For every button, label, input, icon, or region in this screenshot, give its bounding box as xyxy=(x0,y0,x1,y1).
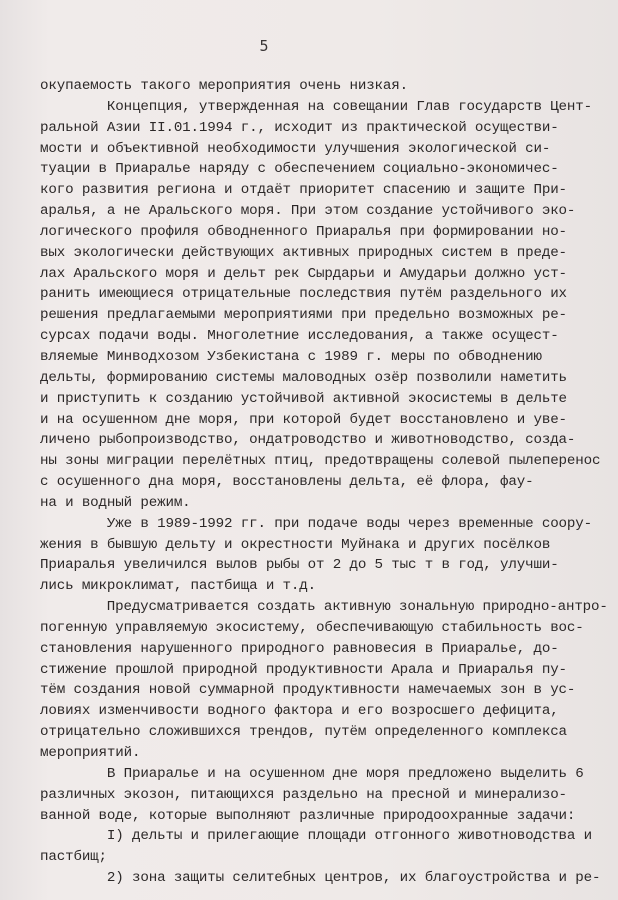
text-line: аралья, а не Аральского моря. При этом создание устойчивого эко- xyxy=(40,203,576,220)
text-line: различных экозон, питающихся раздельно на пресной и минерализо- xyxy=(40,786,567,803)
text-line: I) дельты и прилегающие площади отгонного животноводства и xyxy=(40,828,593,845)
text-line: отрицательно сложившихся трендов, путём определенного комплекса xyxy=(40,724,567,741)
text-line: погенную управляемую экосистему, обеспечивающую стабильность вос- xyxy=(40,619,584,636)
text-line: Концепция, утвержденная на совещании Глав государств Цент- xyxy=(40,98,593,115)
text-line: 2) зона защиты селитебных центров, их благоустройства и ре- xyxy=(40,870,601,887)
text-line: пастбищ; xyxy=(40,849,107,866)
text-line: ванной воде, которые выполняют различные природоохранные задачи: xyxy=(40,807,576,824)
text-line: и на осушенном дне моря, при которой будет восстановлено и уве- xyxy=(40,411,567,428)
text-line: ральной Азии II.01.1994 г., исходит из практической осуществи- xyxy=(40,119,559,136)
text-line: вых экологически действующих активных природных систем в преде- xyxy=(40,244,567,261)
text-line: лах Аральского моря и дельт рек Сырдарьи и Амударьи должно уст- xyxy=(40,265,567,282)
text-line: на и водный режим. xyxy=(40,494,191,511)
text-line: кого развития региона и отдаёт приоритет спасению и защите При- xyxy=(40,182,567,199)
text-line: Предусматривается создать активную зональную природно-антро- xyxy=(40,599,608,616)
text-line: окупаемость такого мероприятия очень низкая. xyxy=(40,78,409,94)
text-line: Приаралья увеличился вылов рыбы от 2 до 5 тыс т в год, улучши- xyxy=(40,557,559,574)
text-line: вляемые Минводхозом Узбекистана с 1989 г. меры по обводнению xyxy=(40,348,542,365)
text-line: логического профиля обводненного Приаралья при формировании но- xyxy=(40,223,567,240)
text-line: личено рыбопроизводство, ондатроводство и животноводство, созда- xyxy=(40,432,576,449)
text-line: ранить имеющиеся отрицательные последствия путём раздельного их xyxy=(40,286,567,303)
text-line: В Приаралье и на осушенном дне моря предложено выделить 6 xyxy=(40,765,584,782)
page-number: 5 xyxy=(259,37,269,55)
text-line: Уже в 1989-1992 гг. при подаче воды через временные соору- xyxy=(40,515,593,532)
text-line: ны зоны миграции перелётных птиц, предотвращены солевой пылеперенос xyxy=(40,453,601,470)
text-line: тём создания новой суммарной продуктивности намечаемых зон в ус- xyxy=(40,682,576,699)
text-line: туации в Приаралье наряду с обеспечением социально-экономичес- xyxy=(40,161,559,178)
text-line: дельты, формированию системы маловодных озёр позволили наметить xyxy=(40,369,567,386)
text-line: ловиях изменчивости водного фактора и его возросшего дефицита, xyxy=(40,703,559,720)
text-line: мости и объективной необходимости улучшения экологической си- xyxy=(40,140,551,157)
text-line: становления нарушенного природного равновесия в Приаралье, до- xyxy=(40,640,559,657)
text-line: сурсах подачи воды. Многолетние исследования, а также осущест- xyxy=(40,328,559,345)
text-line: и приступить к созданию устойчивой активной экосистемы в дельте xyxy=(40,390,567,407)
text-line: стижение прошлой природной продуктивности Арала и Приаралья пу- xyxy=(40,661,567,678)
text-line: с осушенного дна моря, восстановлены дельта, её флора, фау- xyxy=(40,474,534,491)
text-line: лись микроклимат, пастбища и т.д. xyxy=(40,578,317,595)
text-line: решения предлагаемыми мероприятиями при предельно возможных ре- xyxy=(40,307,567,324)
text-line: мероприятий. xyxy=(40,745,141,761)
body-text xyxy=(40,76,608,889)
text-line: жения в бывшую дельту и окрестности Муйнака и других посёлков xyxy=(40,536,551,553)
